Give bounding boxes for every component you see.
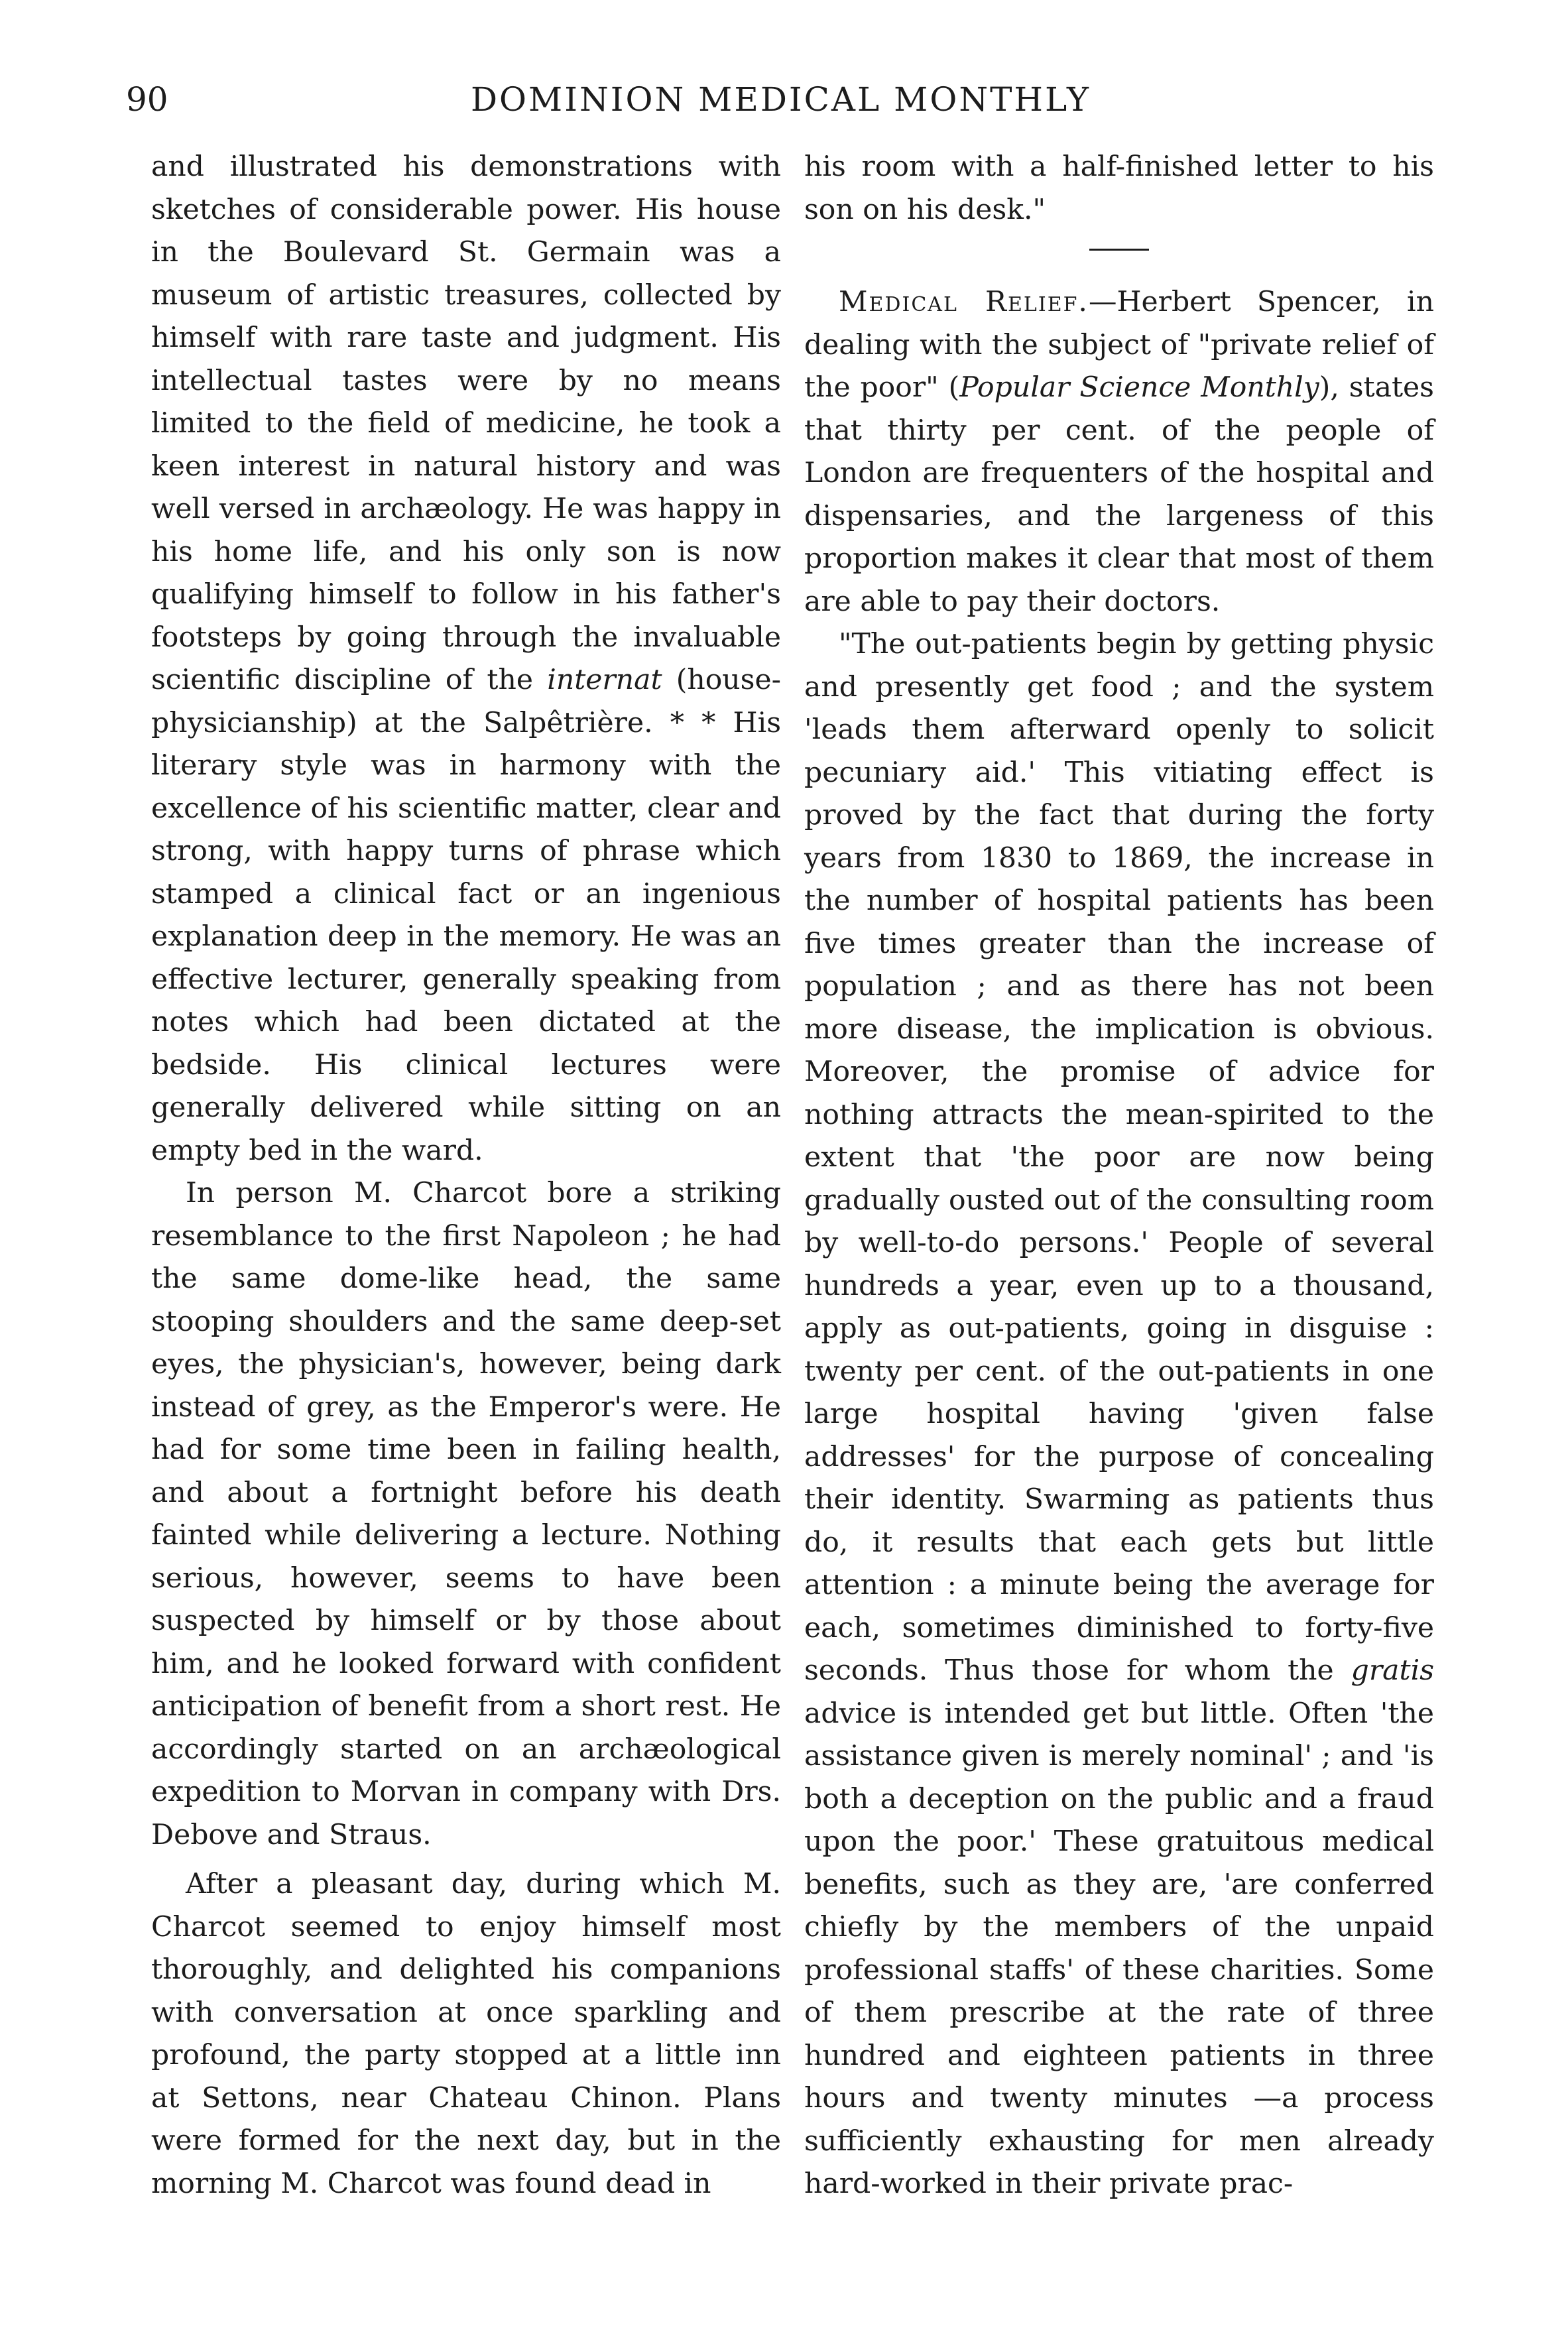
left-paragraph-3: After a pleasant day, during which M. Charcot seemed to enjoy himself most thoroughly, and delighted his companions with conversation at once sparkling and profound, the party stopped at a little inn at Settons, near Chateau Chinon. Plans were formed for the next day, but in the morning M. Charcot was found dead in	[151, 1868, 781, 2200]
left-paragraph-2: In person M. Charcot bore a striking resemblance to the first Napoleon ; he had the same dome-like head, the same stooping shoulders and the same deep-set eyes, the physician's, however, being dark instead of grey, as the Emperor's were. He had for some time been in failing health, and about a fortnight before his death fainted while delivering a lecture. Nothing serious, however, seems to have been suspected by himself or by those about him, and he looked forward with confident anticipation of benefit from a short rest. He accordingly started on an archæological expedition to Morvan in company with Drs. Debove and Straus.	[151, 1177, 781, 1851]
left-paragraph-1	[151, 146, 781, 1172]
right-p2-text-a: —Herbert Spencer, in dealing with the subject of "private relief of the poor" (	[804, 286, 1434, 404]
running-head: DOMINION MEDICAL MONTHLY	[470, 80, 1091, 119]
right-p3-text-b: advice is intended get but little. Often 'the assistance given is merely nominal' ; and 'is both a deception on the public and a fraud upon the poor.' These gratuitous medical benefits, such as they are, 'are conferred chiefly by the members of the unpaid professional staffs' of these charities. Some of them prescribe at the rate of three hundred and eighteen patients in three hours and twenty minutes —a process sufficiently exhausting for men already hard-worked in their private prac-	[804, 1697, 1434, 2200]
page-number: 90	[126, 80, 168, 119]
right-p3-italic: gratis	[1351, 1654, 1434, 1687]
left-column	[151, 146, 781, 2205]
right-column	[804, 146, 1434, 2206]
right-paragraph-3	[804, 623, 1434, 2206]
left-p1-italic: internat	[547, 664, 662, 696]
right-p2-italic: Popular Science Monthly	[959, 371, 1319, 404]
right-p3-text-a: "The out-patients begin by getting physic and presently get food ; and the system 'leads them afterward openly to solicit pecuniary aid.' This vitiating effect is proved by the fact that during the forty years from 1830 to 1869, the increase in the number of hospital patients has been five times greater than the increase of population ; and as there has not been more disease, the implication is obvious. Moreover, the promise of advice for nothing attracts the mean-spirited to the extent that 'the poor are now being gradually ousted out of the consulting room by well-to-do persons.' People of several hundreds a year, even up to a thousand, apply as out-patients, going in disguise : twenty per cent. of the out-patients in one large hospital having 'given false addresses' for the purpose of concealing their identity. Swarming as patients thus do, it results that each gets but little attention : a minute being the average for each, sometimes diminished to forty-five seconds. Thus those for whom the	[804, 628, 1434, 1687]
section-heading-medical-relief: Medical Relief.	[839, 286, 1089, 318]
right-p2-text-b: ), states that thirty per cent. of the people of London are frequenters of the hospital and dispensaries, and the largeness of this proportion makes it clear that most of them are able to pay their doctors.	[804, 371, 1434, 618]
right-paragraph-1: his room with a half-finished letter to his son on his desk."	[804, 151, 1434, 226]
page-header	[126, 70, 1435, 129]
left-p1-text-b: (house-physicianship) at the Salpêtrière. * * His literary style was in harmony with the excellence of his scientific matter, clear and strong, with happy turns of phrase which stamped a clinical fact or an ingenious explanation deep in the memory. He was an effective lecturer, generally speaking from notes which had been dictated at the bedside. His clinical lectures were generally delivered while sitting on an empty bed in the ward.	[151, 664, 781, 1167]
section-divider	[1089, 249, 1149, 251]
right-paragraph-2	[804, 281, 1434, 623]
left-p1-text-a: and illustrated his demonstrations with sketches of considerable power. His house in the Boulevard St. Germain was a museum of artistic treasures, collected by himself with rare taste and judgment. His intellectual tastes were by no means limited to the field of medicine, he took a keen interest in natural history and was well versed in archæology. He was happy in his home life, and his only son is now qualifying himself to follow in his father's footsteps by going through the invaluable scientific discipline of the	[151, 151, 781, 696]
